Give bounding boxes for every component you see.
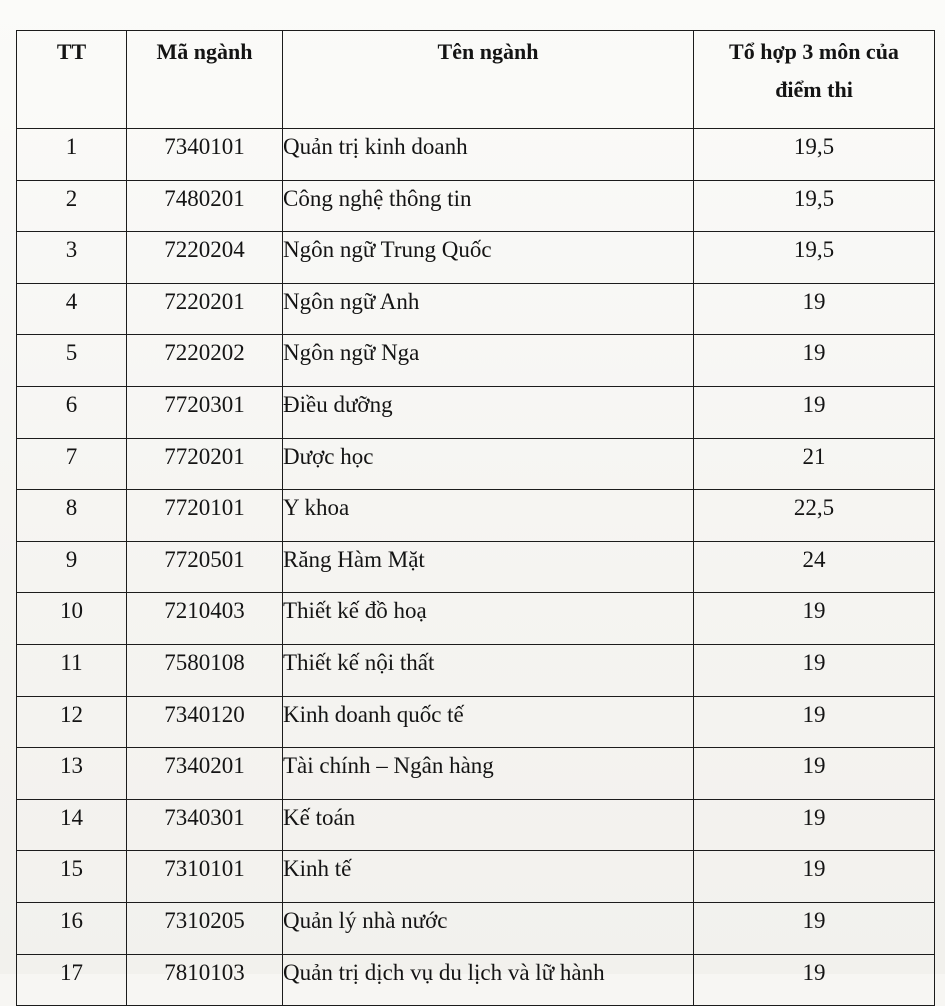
row-tt: 6 <box>17 386 127 438</box>
row-tt: 13 <box>17 748 127 800</box>
row-tt: 11 <box>17 644 127 696</box>
row-code: 7340101 <box>127 129 283 181</box>
row-tt: 16 <box>17 902 127 954</box>
row-score: 19,5 <box>694 180 935 232</box>
row-code: 7220202 <box>127 335 283 387</box>
row-tt: 1 <box>17 129 127 181</box>
row-tt: 12 <box>17 696 127 748</box>
row-tt: 5 <box>17 335 127 387</box>
row-name: Điều dưỡng <box>283 386 694 438</box>
row-score: 19 <box>694 851 935 903</box>
row-name: Thiết kế nội thất <box>283 644 694 696</box>
table-row <box>17 954 935 1006</box>
row-tt: 2 <box>17 180 127 232</box>
row-score: 19 <box>694 902 935 954</box>
table-row <box>17 851 935 903</box>
table-row <box>17 335 935 387</box>
row-code: 7220201 <box>127 283 283 335</box>
row-tt: 15 <box>17 851 127 903</box>
row-score: 19 <box>694 593 935 645</box>
row-score: 19 <box>694 283 935 335</box>
table-row <box>17 748 935 800</box>
table-row <box>17 799 935 851</box>
table-row <box>17 902 935 954</box>
admission-scores-table <box>16 30 935 1006</box>
row-name: Ngôn ngữ Anh <box>283 283 694 335</box>
row-name: Răng Hàm Mặt <box>283 541 694 593</box>
header-score-line2: điểm thi <box>775 77 853 102</box>
row-code: 7310101 <box>127 851 283 903</box>
row-code: 7720201 <box>127 438 283 490</box>
table-row <box>17 696 935 748</box>
table-row <box>17 490 935 542</box>
table-row <box>17 593 935 645</box>
table-row <box>17 283 935 335</box>
header-name-label: Tên ngành <box>437 39 539 64</box>
row-tt: 8 <box>17 490 127 542</box>
table-row <box>17 438 935 490</box>
table-body <box>17 129 935 1006</box>
row-tt: 7 <box>17 438 127 490</box>
row-code: 7720301 <box>127 386 283 438</box>
row-code: 7210403 <box>127 593 283 645</box>
table-row <box>17 541 935 593</box>
row-name: Quản trị dịch vụ du lịch và lữ hành <box>283 954 694 1006</box>
row-tt: 14 <box>17 799 127 851</box>
row-tt: 17 <box>17 954 127 1006</box>
row-score: 24 <box>694 541 935 593</box>
row-name: Ngôn ngữ Trung Quốc <box>283 232 694 284</box>
row-score: 19 <box>694 335 935 387</box>
row-code: 7720501 <box>127 541 283 593</box>
row-code: 7340120 <box>127 696 283 748</box>
row-score: 19 <box>694 696 935 748</box>
table-row <box>17 180 935 232</box>
row-tt: 9 <box>17 541 127 593</box>
row-score: 19 <box>694 748 935 800</box>
row-tt: 3 <box>17 232 127 284</box>
row-name: Dược học <box>283 438 694 490</box>
row-score: 19 <box>694 799 935 851</box>
row-name: Tài chính – Ngân hàng <box>283 748 694 800</box>
row-code: 7310205 <box>127 902 283 954</box>
header-name <box>283 31 694 129</box>
row-code: 7340301 <box>127 799 283 851</box>
table-row <box>17 232 935 284</box>
row-name: Ngôn ngữ Nga <box>283 335 694 387</box>
row-code: 7810103 <box>127 954 283 1006</box>
row-code: 7580108 <box>127 644 283 696</box>
header-code <box>127 31 283 129</box>
table-row <box>17 129 935 181</box>
row-name: Kế toán <box>283 799 694 851</box>
table-row <box>17 386 935 438</box>
row-name: Y khoa <box>283 490 694 542</box>
row-name: Thiết kế đồ hoạ <box>283 593 694 645</box>
row-score: 22,5 <box>694 490 935 542</box>
header-score <box>694 31 935 129</box>
row-name: Quản lý nhà nước <box>283 902 694 954</box>
row-tt: 4 <box>17 283 127 335</box>
table-row <box>17 644 935 696</box>
row-code: 7340201 <box>127 748 283 800</box>
row-score: 21 <box>694 438 935 490</box>
row-score: 19 <box>694 954 935 1006</box>
row-name: Kinh tế <box>283 851 694 903</box>
table-header-row <box>17 31 935 129</box>
row-name: Công nghệ thông tin <box>283 180 694 232</box>
row-score: 19,5 <box>694 232 935 284</box>
row-code: 7720101 <box>127 490 283 542</box>
header-code-label: Mã ngành <box>156 39 253 64</box>
header-tt-label: TT <box>56 39 87 64</box>
row-score: 19 <box>694 386 935 438</box>
row-code: 7480201 <box>127 180 283 232</box>
row-name: Quản trị kinh doanh <box>283 129 694 181</box>
row-tt: 10 <box>17 593 127 645</box>
row-score: 19,5 <box>694 129 935 181</box>
row-code: 7220204 <box>127 232 283 284</box>
row-name: Kinh doanh quốc tế <box>283 696 694 748</box>
header-score-line1: Tổ hợp 3 môn của <box>729 39 899 64</box>
row-score: 19 <box>694 644 935 696</box>
header-tt <box>17 31 127 129</box>
